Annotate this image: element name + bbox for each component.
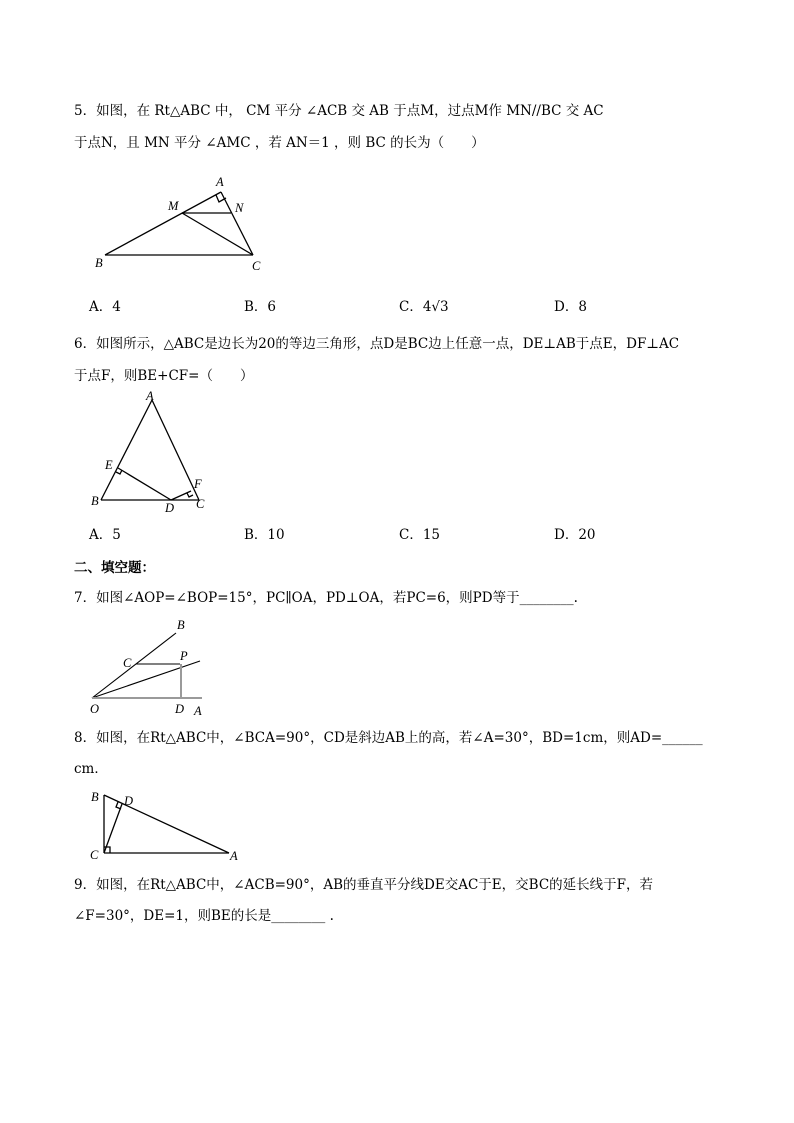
q6-label-f: F: [194, 477, 202, 491]
q6-option-a[interactable]: A．5: [89, 527, 121, 543]
q8-label-d: D: [124, 794, 134, 808]
q7-figure: [88, 617, 213, 717]
q5-text-line2: 于点N，且 MN 平分 ∠AMC ，若 AN＝1 ，则 BC 的长为（ ）: [74, 135, 485, 151]
q5-label-n: N: [235, 201, 244, 215]
q7-label-p: P: [180, 649, 188, 663]
q9-text-line2: ∠F=30°，DE=1，则BE的长是________ .: [74, 908, 334, 924]
q6-option-d[interactable]: D．20: [554, 527, 596, 543]
q8-label-a: A: [230, 849, 238, 863]
q7-label-o: O: [90, 702, 100, 716]
q5-option-c[interactable]: C．4√3: [399, 299, 449, 315]
q5-figure: [88, 170, 288, 275]
q8-text-line2: cm．: [74, 761, 108, 777]
q6-label-a: A: [146, 389, 154, 403]
section-heading-fill-in: 二、填空题：: [74, 560, 155, 576]
q8-label-b: B: [91, 790, 99, 804]
q5-label-a: A: [216, 175, 224, 189]
q6-text-line1: 6．如图所示，△ABC是边长为20的等边三角形，点D是BC边上任意一点，DE⊥AB于点E，DF⊥AC: [74, 336, 680, 352]
q6-option-b[interactable]: B．10: [244, 527, 285, 543]
q5-option-b[interactable]: B．6: [244, 299, 277, 315]
q6-label-e: E: [105, 458, 113, 472]
q6-label-b: B: [91, 494, 99, 508]
q5-option-d[interactable]: D．8: [554, 299, 587, 315]
q5-text-line1: 5．如图，在 Rt△ABC 中， CM 平分 ∠ACB 交 AB 于点M，过点M作 MN//BC 交 AC: [74, 103, 604, 119]
q6-figure: [88, 388, 218, 513]
q5-option-a[interactable]: A．4: [89, 299, 121, 315]
q6-text-line2: 于点F，则BE+CF=（ ）: [74, 368, 254, 384]
q7-text-line1: 7．如图∠AOP=∠BOP=15°，PC∥OA，PD⊥OA，若PC=6，则PD等于________.: [74, 590, 578, 606]
q5-label-m: M: [168, 199, 179, 213]
q8-figure: [88, 785, 248, 865]
q7-label-c: C: [123, 656, 132, 670]
q8-text-line1: 8．如图，在Rt△ABC中，∠BCA=90°，CD是斜边AB上的高，若∠A=30°，BD=1cm，则AD=______: [74, 730, 703, 746]
q7-label-d: D: [175, 702, 185, 716]
q5-label-c: C: [252, 259, 261, 273]
q7-label-b: B: [177, 618, 185, 632]
q9-text-line1: 9．如图，在Rt△ABC中，∠ACB=90°，AB的垂直平分线DE交AC于E，交BC的延长线于F，若: [74, 877, 654, 893]
q7-label-a: A: [194, 704, 202, 718]
q8-label-c: C: [90, 848, 99, 862]
q6-option-c[interactable]: C．15: [399, 527, 441, 543]
q6-label-c: C: [196, 497, 205, 511]
q6-label-d: D: [165, 501, 175, 515]
q5-label-b: B: [95, 256, 103, 270]
